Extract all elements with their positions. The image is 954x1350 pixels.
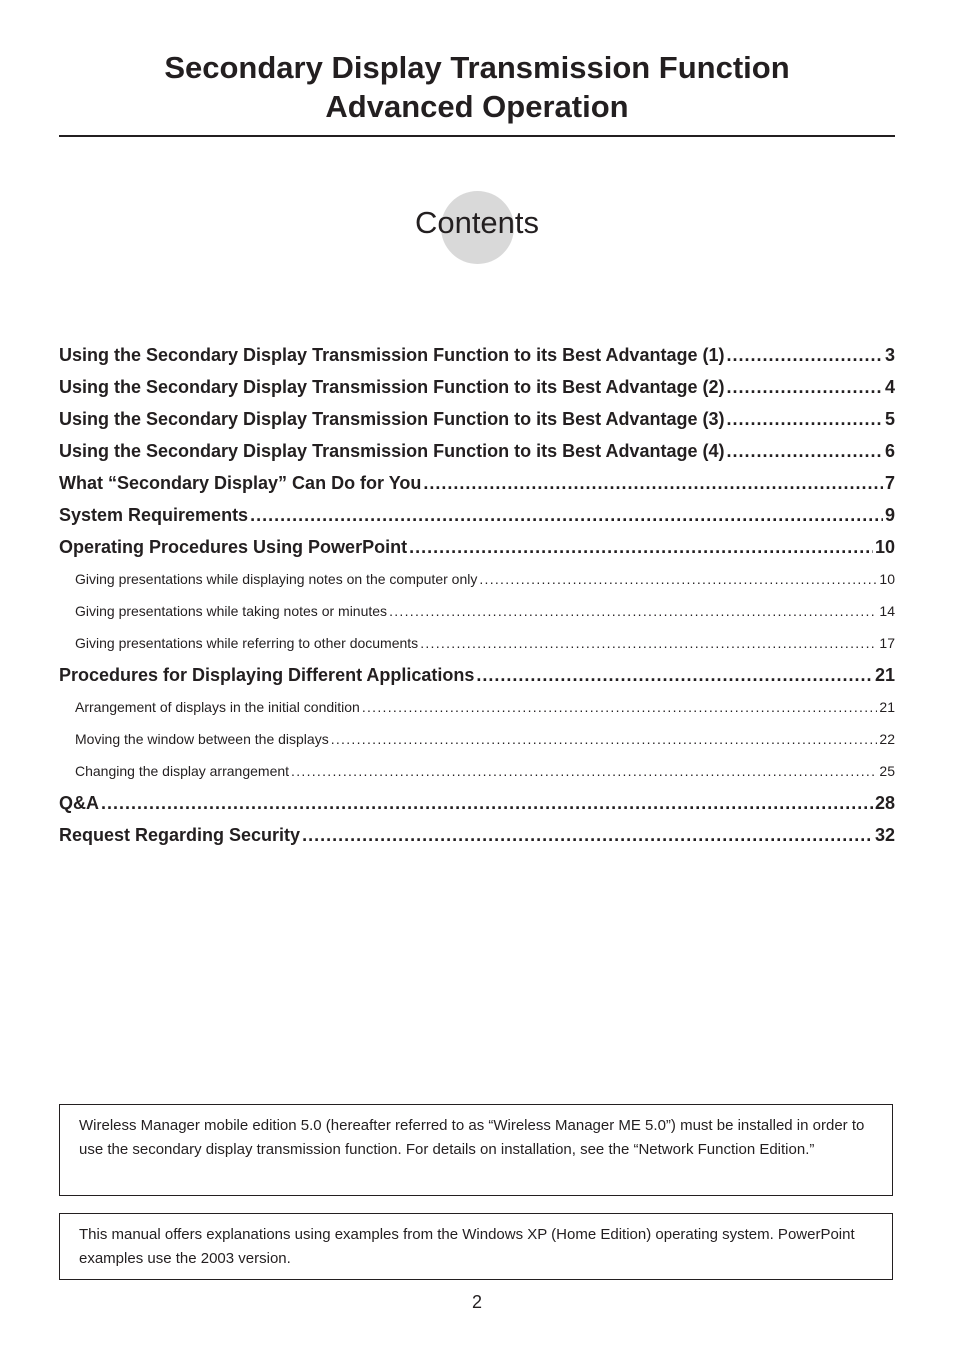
toc-entry-page-number: 9: [884, 505, 895, 525]
toc-entry-page-number: 7: [884, 473, 895, 493]
dot-leader: [476, 659, 873, 691]
toc-entry-page-number: 32: [874, 825, 895, 845]
dot-leader: [726, 435, 883, 467]
title-line-2: Advanced Operation: [325, 89, 629, 124]
toc-entry-title: Changing the display arrangement: [75, 763, 290, 779]
toc-entry-page-number: 5: [884, 409, 895, 429]
toc-entry[interactable]: [59, 563, 895, 595]
toc-entry-page-number: 10: [874, 537, 895, 557]
dot-leader: [409, 531, 873, 563]
toc-entry-page-number: 6: [884, 441, 895, 461]
toc-entry-title: Operating Procedures Using PowerPoint: [59, 537, 408, 557]
toc-entry-page-number: 22: [879, 731, 895, 747]
toc-entry-page-number: 3: [884, 345, 895, 365]
toc-entry-title: Giving presentations while taking notes or minutes: [75, 603, 388, 619]
toc-entry-page-number: 21: [879, 699, 895, 715]
toc-entry-page-number: 17: [879, 635, 895, 651]
toc-entry[interactable]: [59, 467, 895, 499]
toc-entry[interactable]: [59, 755, 895, 787]
os-note-box: [59, 1213, 893, 1280]
toc-entry[interactable]: [59, 659, 895, 691]
toc-entry-title: Arrangement of displays in the initial condition: [75, 699, 360, 715]
toc-entry[interactable]: [59, 499, 895, 531]
toc-entry[interactable]: [59, 627, 895, 659]
toc-entry[interactable]: [59, 435, 895, 467]
installation-note-box: [59, 1104, 893, 1196]
toc-entry-title: Giving presentations while referring to other documents: [75, 635, 419, 651]
title-divider: [59, 135, 895, 137]
dot-leader: [726, 339, 883, 371]
toc-entry[interactable]: [59, 787, 895, 819]
dot-leader: [362, 691, 878, 723]
toc-entry-page-number: 4: [884, 377, 895, 397]
toc-entry[interactable]: [59, 819, 895, 851]
dot-leader: [479, 563, 877, 595]
toc-entry-title: Using the Secondary Display Transmission Function to its Best Advantage (1): [59, 345, 725, 365]
toc-entry-title: What “Secondary Display” Can Do for You: [59, 473, 422, 493]
dot-leader: [726, 371, 883, 403]
contents-heading: Contents: [414, 205, 540, 240]
toc-entry-title: Procedures for Displaying Different Applications: [59, 665, 475, 685]
toc-entry[interactable]: [59, 691, 895, 723]
toc-entry[interactable]: [59, 403, 895, 435]
os-note-text: This manual offers explanations using examples from the Windows XP (Home Edition) operating system. PowerPoint examples use the 2003 version.: [79, 1226, 855, 1267]
toc-entry-title: Giving presentations while displaying notes on the computer only: [75, 571, 478, 587]
toc-entry-page-number: 28: [874, 793, 895, 813]
toc-entry-title: System Requirements: [59, 505, 249, 525]
title-line-1: Secondary Display Transmission Function: [164, 50, 790, 85]
dot-leader: [250, 499, 883, 531]
toc-entry-page-number: 25: [879, 763, 895, 779]
toc-entry[interactable]: [59, 723, 895, 755]
dot-leader: [101, 787, 873, 819]
installation-note-text: Wireless Manager mobile edition 5.0 (hereafter referred to as “Wireless Manager ME 5.0”) must be installed in order to use the secondary display transmission function. For details on installation, see the “Network Function Edition.”: [79, 1117, 865, 1158]
toc-entry[interactable]: [59, 371, 895, 403]
dot-leader: [420, 627, 877, 659]
toc-entry-page-number: 10: [879, 571, 895, 587]
page-number: 2: [471, 1292, 482, 1312]
toc-entry-page-number: 14: [879, 603, 895, 619]
dot-leader: [291, 755, 877, 787]
table-of-contents: [59, 339, 895, 851]
toc-entry-page-number: 21: [874, 665, 895, 685]
toc-entry-title: Moving the window between the displays: [75, 731, 329, 747]
toc-entry-title: Using the Secondary Display Transmission Function to its Best Advantage (3): [59, 409, 725, 429]
dot-leader: [423, 467, 883, 499]
toc-entry[interactable]: [59, 531, 895, 563]
document-title: [60, 48, 894, 126]
toc-entry-title: Request Regarding Security: [59, 825, 301, 845]
toc-entry-title: Using the Secondary Display Transmission Function to its Best Advantage (2): [59, 377, 725, 397]
dot-leader: [726, 403, 883, 435]
dot-leader: [302, 819, 873, 851]
toc-entry-title: Using the Secondary Display Transmission Function to its Best Advantage (4): [59, 441, 725, 461]
dot-leader: [331, 723, 878, 755]
toc-entry-title: Q&A: [59, 793, 99, 813]
dot-leader: [389, 595, 877, 627]
toc-entry[interactable]: [59, 595, 895, 627]
toc-entry[interactable]: [59, 339, 895, 371]
